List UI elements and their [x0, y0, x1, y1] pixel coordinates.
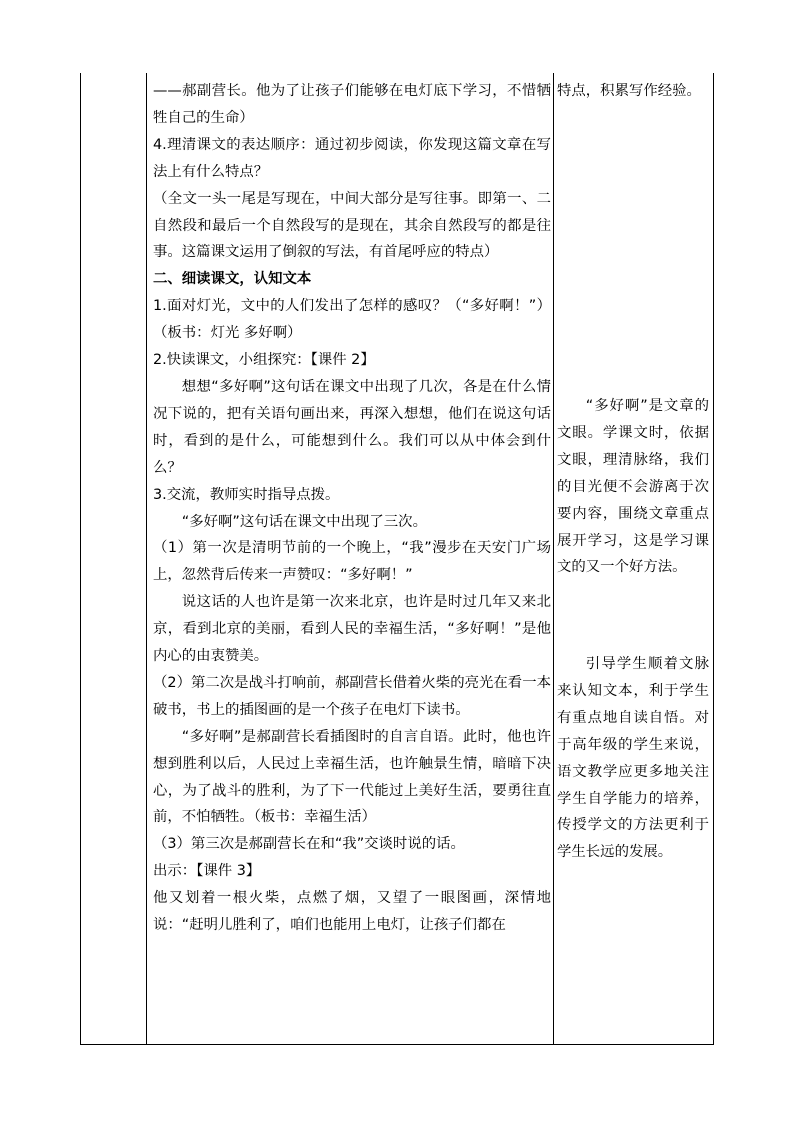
table-border-col1	[146, 73, 147, 1045]
content-paragraph: 想想“多好啊”这句话在课文中出现了几次，各是在什么情况下说的，把有关语句画出来，再深入想想，他们在说这句话时，看到的是什么，可能想到什么。我们可以从中体会到什么？	[153, 378, 551, 476]
content-paragraph: 出示：【课件 3】	[153, 863, 261, 880]
content-paragraph: 说这话的人也许是第一次来北京，也许是时过几年又来北京，看到北京的美丽，看到人民的幸福生活，“多好啊！”是他内心的由衷赞美。	[153, 594, 551, 665]
content-paragraph: “多好啊”是郝副营长看插图时的自言自语。此时，他也许想到胜利以后，人民过上幸福生活，也许触景生情，暗暗下决心，为了战斗的胜利，为了下一代能过上美好生活，要勇往直前，不怕牺牲。（板书：幸福生活）	[153, 728, 551, 826]
content-paragraph: （1）第一次是清明节前的一个晚上，“我”漫步在天安门广场上，忽然背后传来一声赞叹：“多好啊！”	[153, 540, 551, 584]
content-paragraph: （全文一头一尾是写现在，中间大部分是写往事。即第一、二自然段和最后一个自然段写的是现在，其余自然段写的都是往事。这篇课文运用了倒叙的写法，有首尾呼应的特点）	[153, 190, 551, 261]
design-note-paragraph: 引导学生顺着文脉来认知文本，利于学生有重点地自读自悟。对于高年级的学生来说，语文教学应更多地关注学生自学能力的培养，传授学文的方法更利于学生长远的发展。	[557, 656, 709, 861]
content-paragraph: 1.面对灯光，文中的人们发出了怎样的感叹？（“多好啊！”）（板书：灯光 多好啊）	[153, 298, 551, 342]
table-border-bottom	[80, 1044, 713, 1045]
table-border-right	[713, 73, 714, 1045]
table-border-col2	[553, 73, 554, 1045]
table-border-left	[80, 73, 81, 1045]
content-paragraph: “多好啊”这句话在课文中出现了三次。	[181, 513, 427, 530]
content-paragraph: （3）第三次是郝副营长在和“我”交谈时说的话。	[153, 836, 465, 853]
design-note-paragraph: 特点，积累写作经验。	[557, 83, 701, 99]
content-paragraph: 3.交流，教师实时指导点拨。	[153, 486, 340, 503]
content-paragraph: （2）第二次是战斗打响前，郝副营长借着火柴的亮光在看一本破书，书上的插图画的是一个孩子在电灯下读书。	[153, 674, 551, 718]
content-paragraph: 2.快读课文，小组探究：【课件 2】	[153, 352, 375, 369]
section-heading: 二、细读课文，认知文本	[153, 271, 312, 288]
design-note-paragraph: “多好啊”是文章的文眼。学课文时，依据文眼，理清脉络，我们的目光便不会游离于次要内容，围绕文章重点展开学习，这是学习课文的又一个好方法。	[557, 398, 709, 576]
content-paragraph: 4.理清课文的表达顺序：通过初步阅读，你发现这篇文章在写法上有什么特点？	[153, 136, 551, 180]
teaching-content-column	[153, 78, 551, 939]
content-paragraph: 他又划着一根火柴，点燃了烟，又望了一眼图画，深情地说：“赶明儿胜利了，咱们也能用上电灯，让孩子们都在	[153, 890, 551, 934]
content-paragraph: ——郝副营长。他为了让孩子们能够在电灯底下学习，不惜牺牲自己的生命）	[153, 83, 551, 126]
